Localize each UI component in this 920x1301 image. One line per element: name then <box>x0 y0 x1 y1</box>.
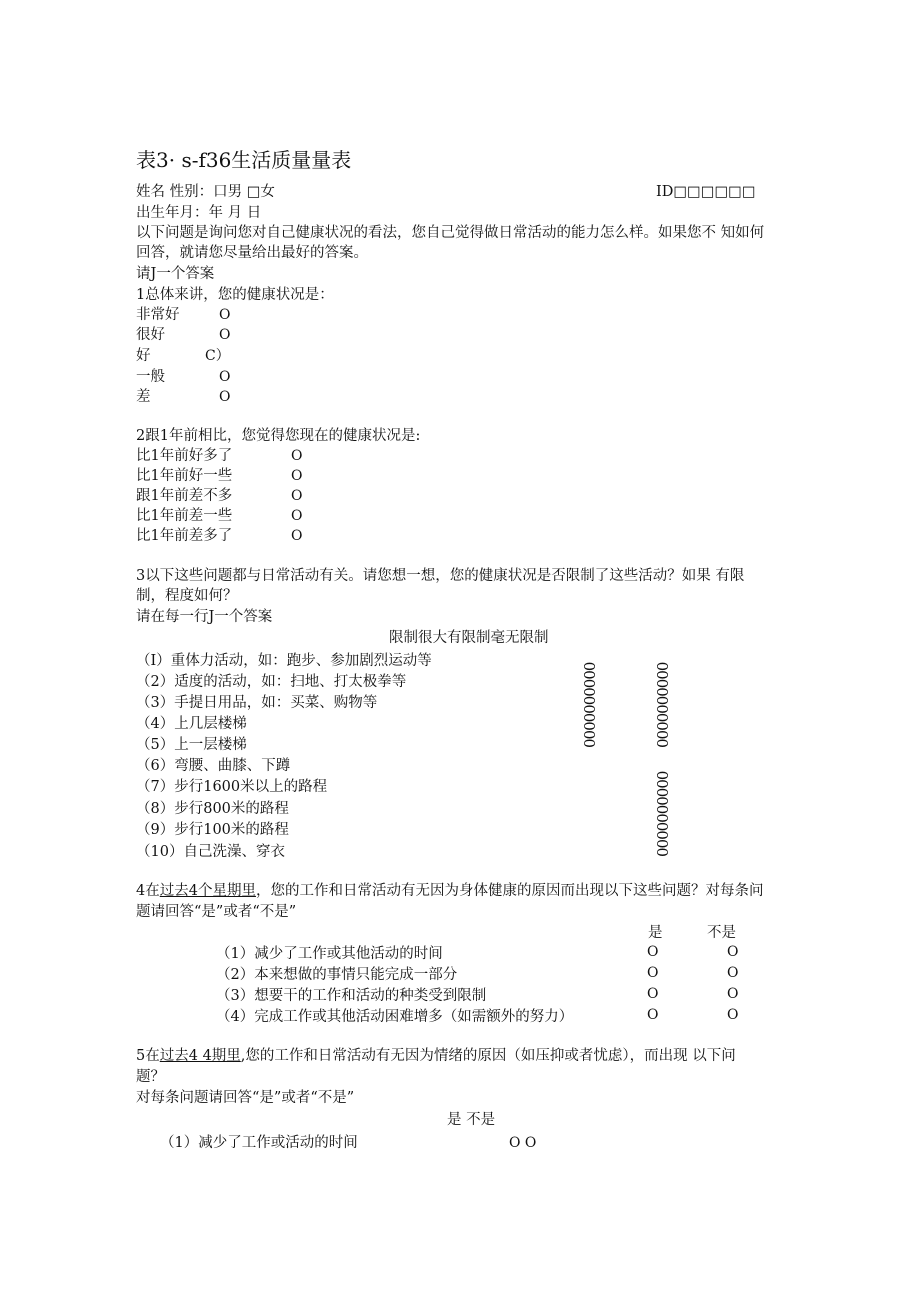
q1-radio[interactable]: O <box>219 369 231 385</box>
q5-radios[interactable]: O O <box>509 1135 537 1151</box>
q3-item: （7）步行1600米以上的路程 <box>136 779 328 795</box>
q3-line-2: 制，程度如何？ <box>136 588 238 604</box>
q4-line-1 <box>136 881 763 901</box>
q3-item: （4）上几层楼梯 <box>136 716 247 732</box>
q3-radio-column-none-top[interactable]: 0000000000 <box>654 662 672 748</box>
q1-radio[interactable]: O <box>219 307 231 323</box>
intro-line-1: 以下问题是询问您对自己健康状况的看法，您自己觉得做日常活动的能力怎么样。如果您不 知如何 <box>136 225 765 241</box>
q1-option: 好 <box>136 348 151 364</box>
q4-item: （1）减少了工作或其他活动的时间 <box>216 946 443 962</box>
q4-line-2: 题请回答“是”或者“不是” <box>136 904 297 920</box>
q4-yes-radio[interactable]: O <box>647 1007 659 1023</box>
q4-no-radio[interactable]: O <box>727 1007 739 1023</box>
q4-item: （2）本来想做的事情只能完成一部分 <box>216 967 458 983</box>
q3-line-3: 请在每一行J一个答案 <box>136 609 273 625</box>
q4-yes-header: 是 <box>648 925 663 941</box>
q5-line-1 <box>136 1046 736 1066</box>
q1-option: 很好 <box>136 327 165 343</box>
q4-period: 过去4个星期里 <box>159 883 256 899</box>
page-title: 表3· s-f36生活质量量表 <box>136 148 352 172</box>
q2-radio[interactable]: O <box>291 508 303 524</box>
q1-question: 1总体来讲，您的健康状况是： <box>136 287 334 303</box>
q4-item: （3）想要干的工作和活动的种类受到限制 <box>216 988 487 1004</box>
q3-item: （6）弯腰、曲膝、下蹲 <box>136 758 291 774</box>
q3-item: （3）手提日用品，如：买菜、购物等 <box>136 695 378 711</box>
q4-yes-radio[interactable]: O <box>647 965 659 981</box>
q1-option: 一般 <box>136 369 165 385</box>
q2-option: 比1年前好一些 <box>136 468 233 484</box>
q4-item: （4）完成工作或其他活动困难增多（如需额外的努力） <box>216 1009 574 1025</box>
q5-line-3: 对每条问题请回答“是”或者“不是” <box>136 1090 355 1106</box>
q1-radio[interactable]: O <box>219 389 231 405</box>
q4-no-radio[interactable]: O <box>727 944 739 960</box>
q4-no-radio[interactable]: O <box>727 986 739 1002</box>
intro-line-2: 回答，就请您尽量给出最好的答案。 <box>136 245 368 261</box>
q5-line-1-rest: ,您的工作和日常活动有无因为情绪的原因（如压抑或者忧虑），而出现 以下问 <box>240 1048 736 1064</box>
q3-item: （5）上一层楼梯 <box>136 737 247 753</box>
q4-yes-radio[interactable]: O <box>647 944 659 960</box>
q4-line-1-rest: ，您的工作和日常活动有无因为身体健康的原因而出现以下这些问题？对每条问 <box>255 883 764 899</box>
q3-item: （8）步行800米的路程 <box>136 801 289 817</box>
q5-prefix: 5在 <box>136 1048 160 1064</box>
intro-line-3: 请J一个答案 <box>136 266 215 282</box>
q2-radio[interactable]: O <box>291 448 303 464</box>
q2-question: 2跟1年前相比，您觉得您现在的健康状况是: <box>136 428 421 444</box>
q3-item: （2）适度的活动，如：扫地、打太极拳等 <box>136 674 407 690</box>
q2-option: 比1年前差多了 <box>136 528 233 544</box>
q5-item: （1）减少了工作或活动的时间 <box>160 1135 358 1151</box>
q5-line-2: 题？ <box>136 1069 165 1085</box>
q4-prefix: 4在 <box>136 883 160 899</box>
q3-item: （I）重体力活动，如：跑步、参加剧烈运动等 <box>136 653 432 669</box>
q4-yes-radio[interactable]: O <box>647 986 659 1002</box>
q2-radio[interactable]: O <box>291 528 303 544</box>
q4-no-header: 不是 <box>707 925 736 941</box>
q1-radio[interactable]: O <box>219 327 231 343</box>
q2-option: 比1年前好多了 <box>136 448 233 464</box>
birth-line: 出生年月：年 月 日 <box>136 205 262 221</box>
q5-period: 过去4 4期里 <box>159 1048 241 1064</box>
q1-radio[interactable]: C） <box>205 348 230 364</box>
q4-no-radio[interactable]: O <box>727 965 739 981</box>
q3-line-1: 3以下这些问题都与日常活动有关。请您想一想，您的健康状况是否限制了这些活动？如果 有限 <box>136 568 745 584</box>
name-gender-line: 姓名 性别：口男 □女 <box>136 184 275 200</box>
id-boxes: ID□□□□□□ <box>656 184 756 200</box>
q1-option: 差 <box>136 389 151 405</box>
q3-column-header: 限制很大有限制毫无限制 <box>389 630 549 646</box>
q3-item: （10）自己洗澡、穿衣 <box>136 844 285 860</box>
q2-radio[interactable]: O <box>291 488 303 504</box>
q2-radio[interactable]: O <box>291 468 303 484</box>
q5-column-header: 是 不是 <box>447 1112 496 1128</box>
q3-radio-column-limited[interactable]: 0000000000 <box>581 662 599 748</box>
q2-option: 比1年前差一些 <box>136 508 233 524</box>
q3-radio-column-none-bottom[interactable]: 0000000000 <box>654 771 672 857</box>
q2-option: 跟1年前差不多 <box>136 488 233 504</box>
q3-item: （9）步行100米的路程 <box>136 822 289 838</box>
q1-option: 非常好 <box>136 307 180 323</box>
